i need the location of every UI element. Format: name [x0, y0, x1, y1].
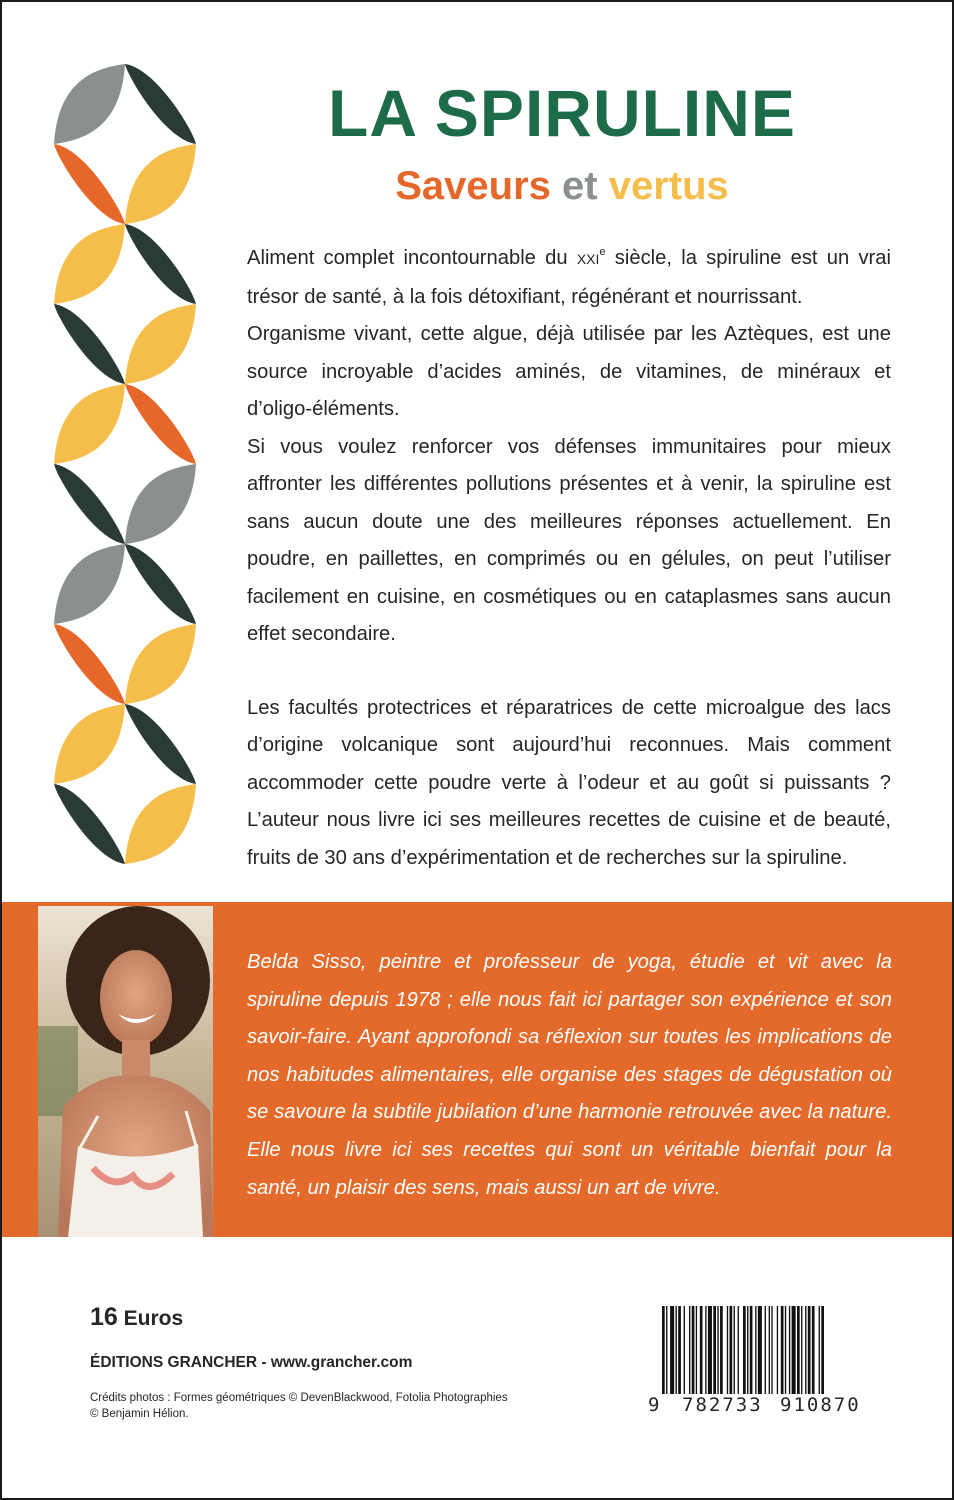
barcode-bar: [812, 1306, 815, 1394]
book-title: LA SPIRULINE: [328, 76, 796, 150]
barcode-bar: [792, 1306, 796, 1394]
barcode-bar: [821, 1306, 824, 1394]
petal-shape: [125, 384, 196, 464]
petal-shape: [54, 544, 125, 624]
photo-credits: Crédits photos : Formes géométriques © DevenBlackwood, Fotolia Photographies © Benjamin Hélion.: [90, 1392, 508, 1420]
barcode-bars: [662, 1306, 862, 1398]
barcode-bar: [805, 1306, 806, 1394]
barcode-bar: [819, 1306, 820, 1394]
book-subtitle: [242, 166, 882, 206]
barcode-bar: [730, 1306, 733, 1394]
petal-shape: [125, 224, 196, 304]
barcode-bar: [771, 1306, 772, 1394]
barcode-bar: [676, 1306, 677, 1394]
barcode-bar: [765, 1306, 766, 1394]
price-currency: Euros: [123, 1307, 184, 1330]
barcode-bar: [700, 1306, 703, 1394]
subtitle-vertus: vertus: [608, 164, 729, 208]
barcode-bar: [755, 1306, 756, 1394]
barcode-bar: [717, 1306, 718, 1394]
price: [90, 1303, 183, 1332]
isbn-group-2: 910870: [780, 1394, 861, 1416]
barcode-bar: [734, 1306, 735, 1394]
barcode-bar: [747, 1306, 748, 1394]
barcode-bar: [789, 1306, 790, 1394]
subtitle-saveurs: Saveurs: [395, 164, 551, 208]
isbn-group-1: 782733: [682, 1394, 763, 1416]
barcode-bar: [713, 1306, 716, 1394]
barcode-bar: [662, 1306, 665, 1394]
barcode-bar: [689, 1306, 690, 1394]
author-photo: [38, 906, 213, 1237]
author-bio: Belda Sisso, peintre et professeur de yoga, étudie et vit avec la spiruline depuis 1978 ; elle nous fait ici partager son expérience et son savoir-faire. Ayant approfondi sa réflexion sur toutes les implications de nos habitudes alimentaires, elle organise des stages de dégustation où se savoure la subtile jubilation d’une harmonie retrouvée avec la nature. Elle nous livre ici ses recettes qui sont un véritable bienfait pour la santé, un plaisir des sens, mais aussi un art de vivre.: [247, 951, 892, 1199]
barcode-bar: [708, 1306, 712, 1394]
petal-shape: [125, 144, 196, 224]
petal-shape: [54, 224, 125, 304]
barcode-bar: [758, 1306, 762, 1394]
barcode-bar: [781, 1306, 784, 1394]
petal-pattern: [2, 2, 222, 872]
petal-shape: [125, 64, 196, 144]
petal-shape: [125, 624, 196, 704]
subtitle-et: et: [550, 164, 609, 208]
barcode-bar: [738, 1306, 739, 1394]
petal-shape: [54, 784, 125, 864]
blurb-paragraph-4: Les facultés protectrices et réparatrices de cette microalgue des lacs d’origine volcanique sont aujourd’hui reconnues. Mais comment accommoder cette poudre verte à l’odeur et au goût si puissants ? L’auteur nous livre ici ses meilleures recettes de cuisine et de beauté, fruits de 30 ans d’expérimentation et de recherches sur la spiruline.: [247, 696, 891, 869]
barcode-bar: [743, 1306, 746, 1394]
isbn-prefix: 9: [648, 1394, 660, 1416]
barcode-bar: [678, 1306, 681, 1394]
petal-shape: [54, 304, 125, 384]
barcode-bar: [785, 1306, 786, 1394]
barcode-bar: [727, 1306, 728, 1394]
isbn-number: [642, 1394, 880, 1420]
blurb-p1-end: siècle, la spiruline est un vrai trésor de santé, à la fois détoxifiant, régénérant et nourrissant.: [247, 247, 891, 308]
blurb: [247, 240, 891, 877]
barcode-bar: [808, 1306, 811, 1394]
barcode-bar: [720, 1306, 723, 1394]
petal-shape: [54, 64, 125, 144]
barcode-bar: [684, 1306, 685, 1394]
barcode-bar: [670, 1306, 674, 1394]
barcode-bar: [750, 1306, 753, 1394]
blurb-paragraph-2: Organisme vivant, cette algue, déjà utilisée par les Aztèques, est une source incroyable d’acides aminés, de vitamines, de minéraux et d’oligo-éléments.: [247, 323, 891, 420]
petal-shape: [125, 464, 196, 544]
petal-shape: [54, 624, 125, 704]
petal-shape: [125, 704, 196, 784]
isbn-barcode: [642, 1302, 880, 1426]
publisher-line: ÉDITIONS GRANCHER - www.grancher.com: [90, 1354, 413, 1371]
barcode-bar: [801, 1306, 802, 1394]
barcode-bar: [692, 1306, 695, 1394]
barcode-bar: [696, 1306, 697, 1394]
century-numeral: XXI: [576, 251, 600, 267]
petal-shape: [54, 144, 125, 224]
petal-shape: [54, 384, 125, 464]
petal-shape: [125, 544, 196, 624]
blurb-paragraph-3: Si vous voulez renforcer vos défenses immunitaires pour mieux affronter les différentes pollutions présentes et à venir, la spiruline est sans aucun doute une des meilleures réponses actuellement. En poudre, en paillettes, en comprimés ou en gélules, on peut l’utiliser facilement en cuisine, en cosmétiques ou en cataplasmes sans aucun effet secondaire.: [247, 435, 891, 645]
petal-shape: [125, 784, 196, 864]
petal-shape: [54, 464, 125, 544]
petal-shape: [54, 704, 125, 784]
barcode-bar: [666, 1306, 667, 1394]
petal-shape: [125, 304, 196, 384]
barcode-bar: [769, 1306, 770, 1394]
barcode-bar: [797, 1306, 800, 1394]
price-amount: 16: [90, 1303, 118, 1331]
blurb-p1-start: Aliment complet incontournable du: [247, 247, 577, 269]
barcode-bar: [777, 1306, 778, 1394]
blurb-paragraph-1: [247, 240, 891, 316]
century-superscript: e: [599, 246, 606, 258]
barcode-bar: [705, 1306, 706, 1394]
